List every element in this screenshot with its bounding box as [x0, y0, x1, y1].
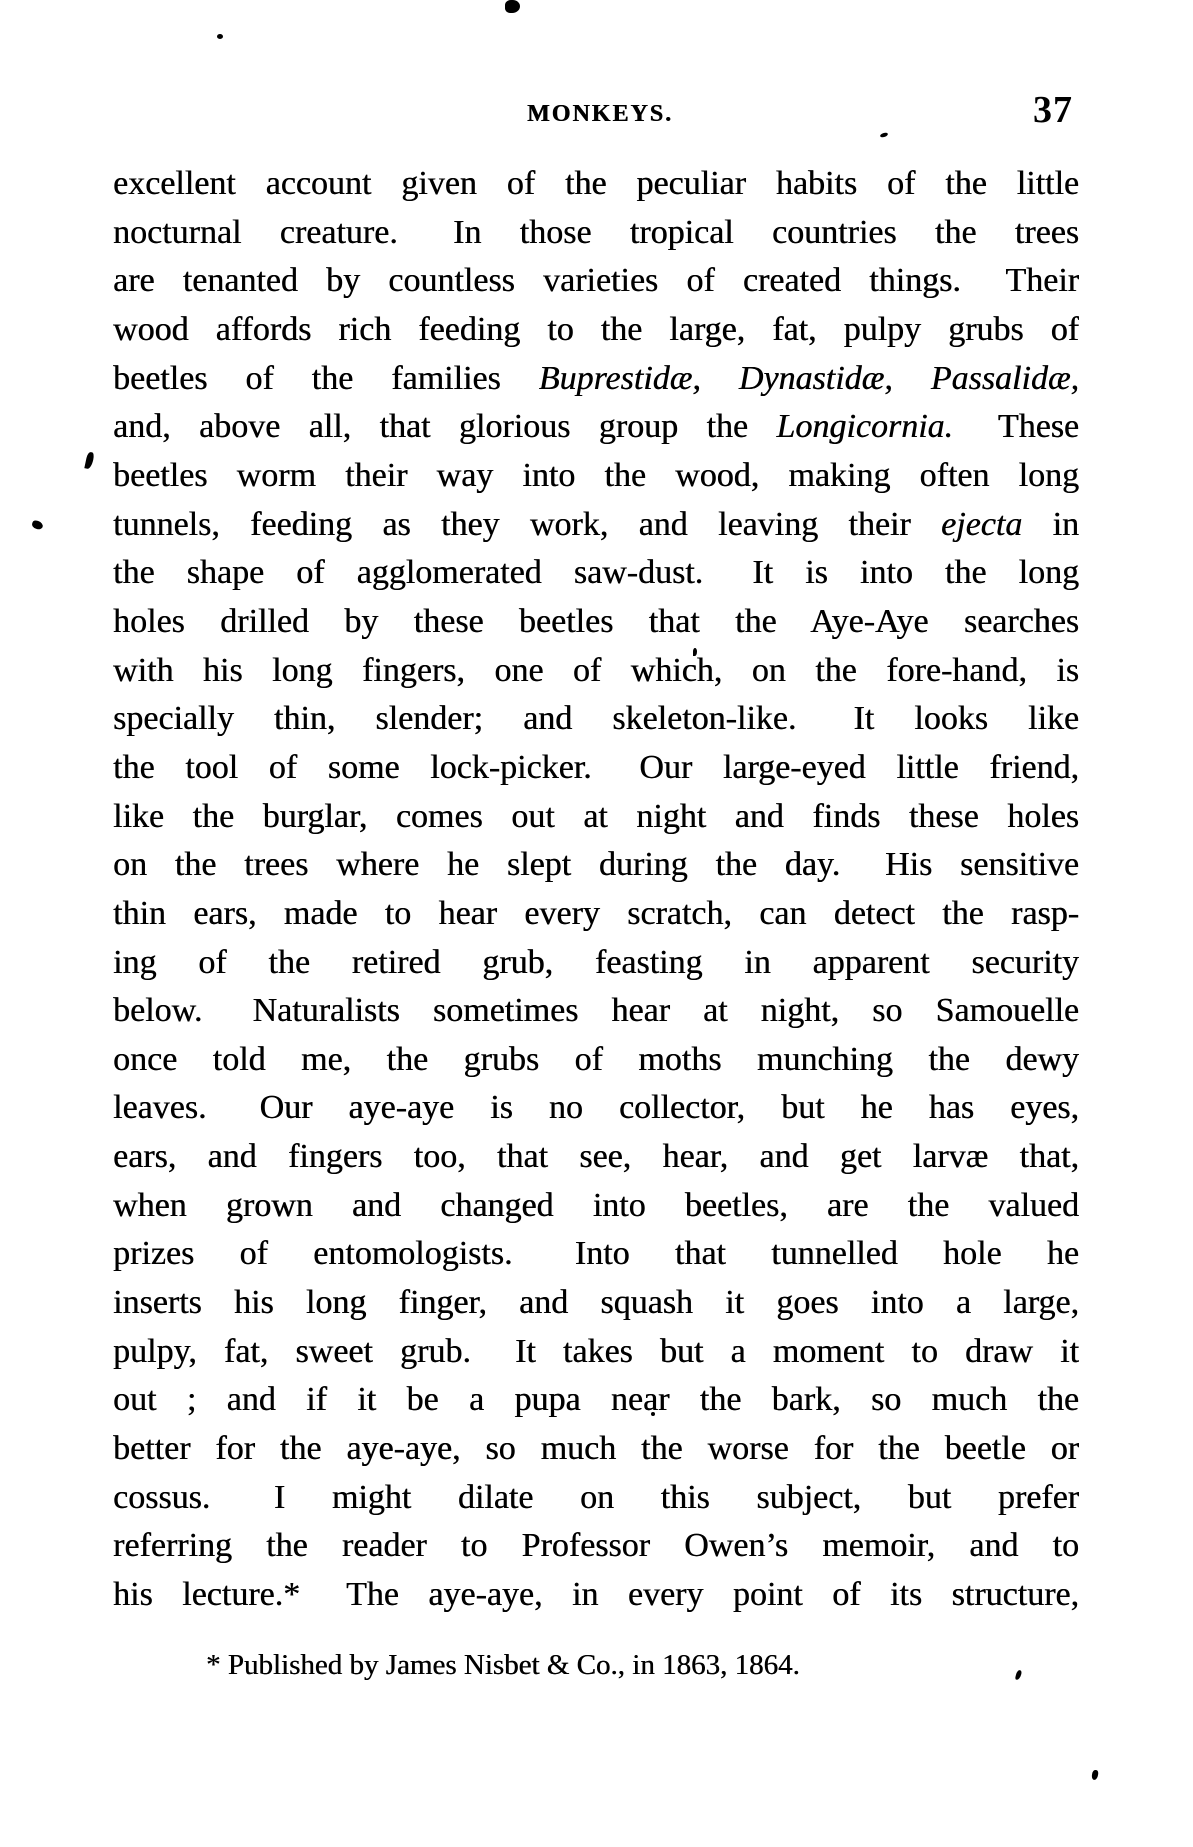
body-line: the shape of agglomerated saw-dust. It is into the long: [113, 554, 1079, 592]
body-line: wood affords rich feeding to the large, fat, pulpy grubs of: [113, 310, 1079, 348]
body-line: below. Naturalists sometimes hear at night, so Samouelle: [113, 992, 1079, 1030]
ink-speck-near-pagenum: [880, 132, 889, 138]
body-line: are tenanted by countless varieties of created things. Their: [113, 262, 1079, 300]
ink-speck-top-left: [217, 34, 223, 39]
body-line: better for the aye-aye, so much the worse for the beetle or: [113, 1430, 1079, 1468]
body-line: nocturnal creature. In those tropical countries the trees: [113, 213, 1079, 251]
body-line: cossus. I might dilate on this subject, but prefer: [113, 1478, 1079, 1516]
ink-mark-left-margin: [84, 451, 94, 469]
body-line: his lecture.* The aye-aye, in every point of its structure,: [113, 1576, 1079, 1614]
body-line: thin ears, made to hear every scratch, can detect the rasp-: [113, 894, 1079, 932]
body-line: beetles worm their way into the wood, making often long: [113, 456, 1079, 494]
body-line: out ; and if it be a pupa near the bark, so much the: [113, 1381, 1079, 1419]
body-line: on the trees where he slept during the day. His sensitive: [113, 846, 1079, 884]
body-line: referring the reader to Professor Owen’s memoir, and to: [113, 1527, 1079, 1565]
body-line: excellent account given of the peculiar habits of the little: [113, 165, 1079, 202]
body-line: ing of the retired grub, feasting in apparent security: [113, 943, 1079, 981]
body-line: inserts his long finger, and squash it goes into a large,: [113, 1284, 1079, 1322]
page-number: 37: [1033, 89, 1073, 131]
body-text: [113, 160, 1079, 1620]
body-line: when grown and changed into beetles, are the valued: [113, 1186, 1079, 1224]
ink-speck-bottom-right: [1091, 1770, 1098, 1781]
body-line: and, above all, that glorious group the Longicornia. These: [113, 408, 1079, 446]
body-line: with his long fingers, one of which, on the fore-hand, is: [113, 651, 1079, 689]
body-line: holes drilled by these beetles that the Aye-Aye searches: [113, 602, 1079, 640]
ink-speck-after-footnote: [1015, 1670, 1022, 1681]
body-line: specially thin, slender; and skeleton-like. It looks like: [113, 700, 1079, 738]
body-line: once told me, the grubs of moths munching the dewy: [113, 1040, 1079, 1078]
footnote: * Published by James Nisbet & Co., in 1863, 1864.: [206, 1649, 800, 1681]
body-line: prizes of entomologists. Into that tunnelled hole he: [113, 1235, 1079, 1273]
body-line: leaves. Our aye-aye is no collector, but he has eyes,: [113, 1089, 1079, 1127]
running-head: MONKEYS.: [527, 101, 674, 127]
body-line: tunnels, feeding as they work, and leaving their ejecta in: [113, 505, 1079, 543]
ink-dot-left-margin: [31, 519, 44, 530]
body-line: pulpy, fat, sweet grub. It takes but a moment to draw it: [113, 1332, 1079, 1370]
body-line: beetles of the families Buprestidæ, Dynastidæ, Passalidæ,: [113, 359, 1079, 397]
body-line: the tool of some lock-picker. Our large-eyed little friend,: [113, 748, 1079, 786]
ink-blob-top: [505, 0, 520, 13]
body-line: ears, and fingers too, that see, hear, and get larvæ that,: [113, 1138, 1079, 1176]
body-line: like the burglar, comes out at night and finds these holes: [113, 797, 1079, 835]
